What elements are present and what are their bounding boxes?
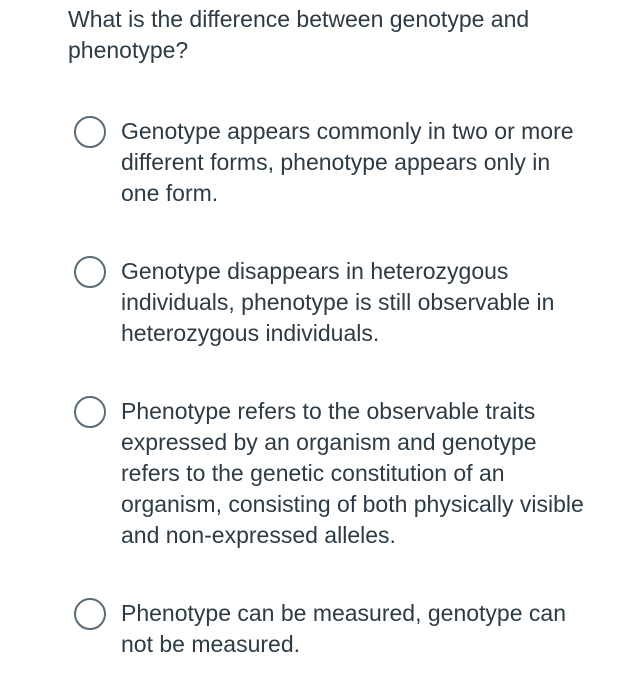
answer-option-3-label: Phenotype refers to the observable traits expressed by an organism and genotype refers to the genetic constitution of an organism, consisting of both physically visible and non-expressed alleles. [121, 398, 584, 548]
answer-option-4[interactable] [74, 598, 614, 660]
answer-option-1-label: Genotype appears commonly in two or more different forms, phenotype appears only in one form. [121, 118, 574, 206]
radio-button-4[interactable] [74, 598, 106, 630]
answer-option-2[interactable] [74, 256, 614, 349]
answer-option-2-label: Genotype disappears in heterozygous individuals, phenotype is still observable in heterozygous individuals. [121, 258, 555, 346]
radio-button-1[interactable] [74, 116, 106, 148]
answer-option-3[interactable] [74, 396, 614, 551]
radio-button-2[interactable] [74, 256, 106, 288]
answer-option-1[interactable] [74, 116, 614, 209]
question-text: What is the difference between genotype and phenotype? [68, 6, 530, 63]
answer-option-4-label: Phenotype can be measured, genotype can not be measured. [121, 600, 566, 657]
radio-button-3[interactable] [74, 396, 106, 428]
